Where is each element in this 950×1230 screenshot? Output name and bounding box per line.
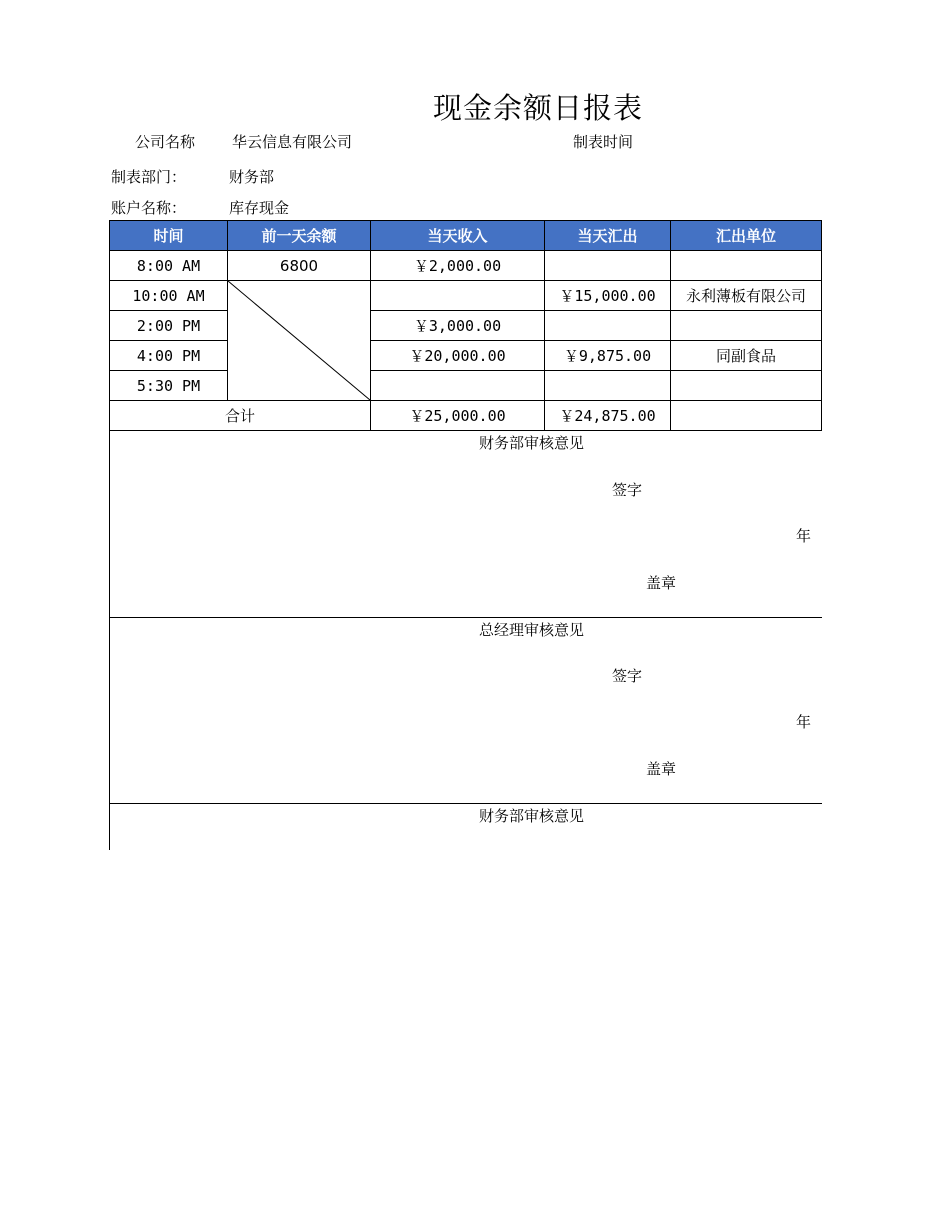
- cell-time: 10:00 AM: [110, 281, 228, 311]
- header-prev-balance: 前一天余额: [228, 221, 371, 251]
- table-row: [110, 311, 822, 341]
- diagonal-line: [228, 281, 370, 400]
- approval-sign-label: 签字: [612, 481, 643, 499]
- cell-income: ￥3,000.00: [371, 311, 545, 341]
- cash-balance-table: [109, 220, 822, 431]
- cell-outflow-unit: 永利薄板有限公司: [671, 281, 822, 311]
- cell-outflow: ￥15,000.00: [545, 281, 671, 311]
- cell-outflow: [545, 311, 671, 341]
- table-row: [110, 371, 822, 401]
- approval-seal-label: 盖章: [646, 760, 677, 778]
- company-label: 公司名称: [135, 133, 196, 151]
- header-income: 当天收入: [371, 221, 545, 251]
- cell-outflow: [545, 251, 671, 281]
- finance-approval-section-2: [109, 804, 822, 850]
- department-label: 制表部门：: [111, 168, 187, 186]
- cell-outflow: [545, 371, 671, 401]
- cell-time: 5:30 PM: [110, 371, 228, 401]
- cell-prev-balance: 6800: [228, 251, 371, 281]
- total-row: [110, 401, 822, 431]
- approval-seal-label: 盖章: [646, 574, 677, 592]
- cell-outflow-unit: [671, 371, 822, 401]
- cell-outflow-unit: [671, 311, 822, 341]
- approval-heading: 财务部审核意见: [479, 807, 585, 825]
- department-value: 财务部: [229, 168, 275, 186]
- approval-heading: 总经理审核意见: [479, 621, 585, 639]
- cell-income: ￥20,000.00: [371, 341, 545, 371]
- page-title: 现金余额日报表: [432, 91, 643, 125]
- table-row: [110, 281, 822, 311]
- cell-time: 8:00 AM: [110, 251, 228, 281]
- approval-year-label: 年: [796, 527, 812, 545]
- company-value: 华云信息有限公司: [232, 133, 353, 151]
- cell-time: 2:00 PM: [110, 311, 228, 341]
- table-row: [110, 341, 822, 371]
- cell-outflow-unit: [671, 251, 822, 281]
- diagonal-blank-cell: [228, 281, 371, 401]
- approval-year-label: 年: [796, 713, 812, 731]
- cell-income: [371, 281, 545, 311]
- header-outflow-unit: 汇出单位: [671, 221, 822, 251]
- total-outflow: ￥24,875.00: [545, 401, 671, 431]
- table-row: [110, 251, 822, 281]
- cell-income: ￥2,000.00: [371, 251, 545, 281]
- header-time: 时间: [110, 221, 228, 251]
- approval-heading: 财务部审核意见: [479, 434, 585, 452]
- account-value: 库存现金: [229, 199, 290, 217]
- cell-outflow: ￥9,875.00: [545, 341, 671, 371]
- gm-approval-section: [109, 618, 822, 804]
- total-unit: [671, 401, 822, 431]
- finance-approval-section: [109, 431, 822, 618]
- cell-time: 4:00 PM: [110, 341, 228, 371]
- total-income: ￥25,000.00: [371, 401, 545, 431]
- approval-sign-label: 签字: [612, 667, 643, 685]
- header-outflow: 当天汇出: [545, 221, 671, 251]
- report-time-label: 制表时间: [573, 133, 634, 151]
- cell-outflow-unit: 同副食品: [671, 341, 822, 371]
- total-label: 合计: [110, 401, 371, 431]
- cell-income: [371, 371, 545, 401]
- table-header-row: [110, 221, 822, 251]
- account-label: 账户名称：: [111, 199, 187, 217]
